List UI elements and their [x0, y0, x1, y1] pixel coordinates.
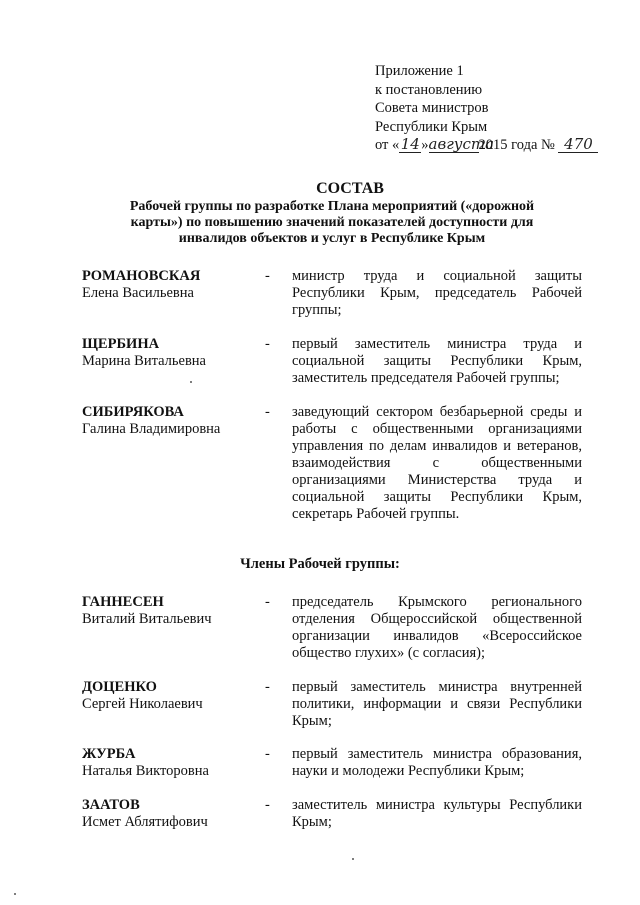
entry-dash: - [265, 268, 270, 284]
person-surname: ЗААТОВ [82, 797, 140, 813]
scan-speck [190, 381, 192, 383]
appendix-line-1: Приложение 1 [375, 63, 464, 79]
appendix-line-3: Совета министров [375, 100, 489, 116]
person-role: министр труда и социальной защиты Республики Крым, председатель Рабочей группы; [292, 268, 582, 318]
person-given-name: Наталья Викторовна [82, 763, 209, 779]
appendix-line-2: к постановлению [375, 81, 483, 98]
document-title: СОСТАВ [316, 180, 384, 197]
person-role: заместитель министра культуры Республики Крым; [292, 797, 582, 830]
person-name [82, 404, 272, 438]
person-surname: ЖУРБА [82, 746, 136, 762]
members-section-title: Члены Рабочей группы: [240, 556, 400, 572]
scan-speck [352, 858, 354, 860]
person-surname: СИБИРЯКОВА [82, 404, 184, 420]
appendix-block [375, 62, 615, 155]
person-role: первый заместитель министра внутренней политики, информации и связи Республики Крым; [292, 679, 582, 729]
person-surname: ГАННЕСЕН [82, 594, 164, 610]
decree-number-handwritten: 470 [558, 137, 598, 153]
person-name [82, 797, 272, 831]
person-surname: ЩЕРБИНА [82, 336, 160, 352]
person-given-name: Сергей Николаевич [82, 696, 203, 712]
date-month-handwritten: августа [428, 135, 495, 153]
appendix-date-line [375, 136, 615, 155]
person-role: заведующий сектором безбарьерной среды и работы с общественными организациями управления по делам инвалидов и ветеранов, взаимодействия с общественными организациями Министерства труда и социальной защиты Республики Крым, секретарь Рабочей группы. [292, 404, 582, 522]
entry-dash: - [265, 594, 270, 610]
date-year-text: 2015 года № [478, 137, 555, 153]
person-name [82, 746, 272, 780]
entry-dash: - [265, 336, 270, 352]
person-given-name: Марина Витальевна [82, 353, 206, 369]
subtitle-line-3: инвалидов объектов и услуг в Республике Крым [178, 231, 486, 246]
person-given-name: Галина Владимировна [82, 421, 221, 437]
entry-dash: - [265, 404, 270, 420]
person-name [82, 336, 272, 370]
person-surname: РОМАНОВСКАЯ [82, 268, 201, 284]
person-role: первый заместитель министра труда и социальной защиты Республики Крым, заместитель председателя Рабочей группы; [292, 336, 582, 386]
person-given-name: Виталий Витальевич [82, 611, 212, 627]
subtitle-line-2: карты») по повышению значений показателей доступности для [130, 215, 534, 230]
entry-dash: - [265, 746, 270, 762]
scan-speck [14, 893, 16, 895]
subtitle-line-1: Рабочей группы по разработке Плана мероприятий («дорожной [129, 199, 535, 214]
date-mid: » [421, 137, 429, 153]
person-name [82, 594, 272, 628]
person-given-name: Исмет Аблятифович [82, 814, 208, 830]
person-role: первый заместитель министра образования, науки и молодежи Республики Крым; [292, 746, 582, 779]
person-surname: ДОЦЕНКО [82, 679, 157, 695]
entry-dash: - [265, 797, 270, 813]
date-day-handwritten: 14 [400, 135, 420, 153]
person-name [82, 679, 272, 713]
person-given-name: Елена Васильевна [82, 285, 194, 301]
appendix-line-4: Республики Крым [375, 118, 488, 135]
date-prefix: от « [375, 137, 400, 153]
person-role: председатель Крымского регионального отделения Общероссийской общественной организации инвалидов «Всероссийское общество глухих» (с согласия); [292, 594, 582, 661]
entry-dash: - [265, 679, 270, 695]
document-subtitle [42, 199, 622, 247]
person-name [82, 268, 272, 302]
